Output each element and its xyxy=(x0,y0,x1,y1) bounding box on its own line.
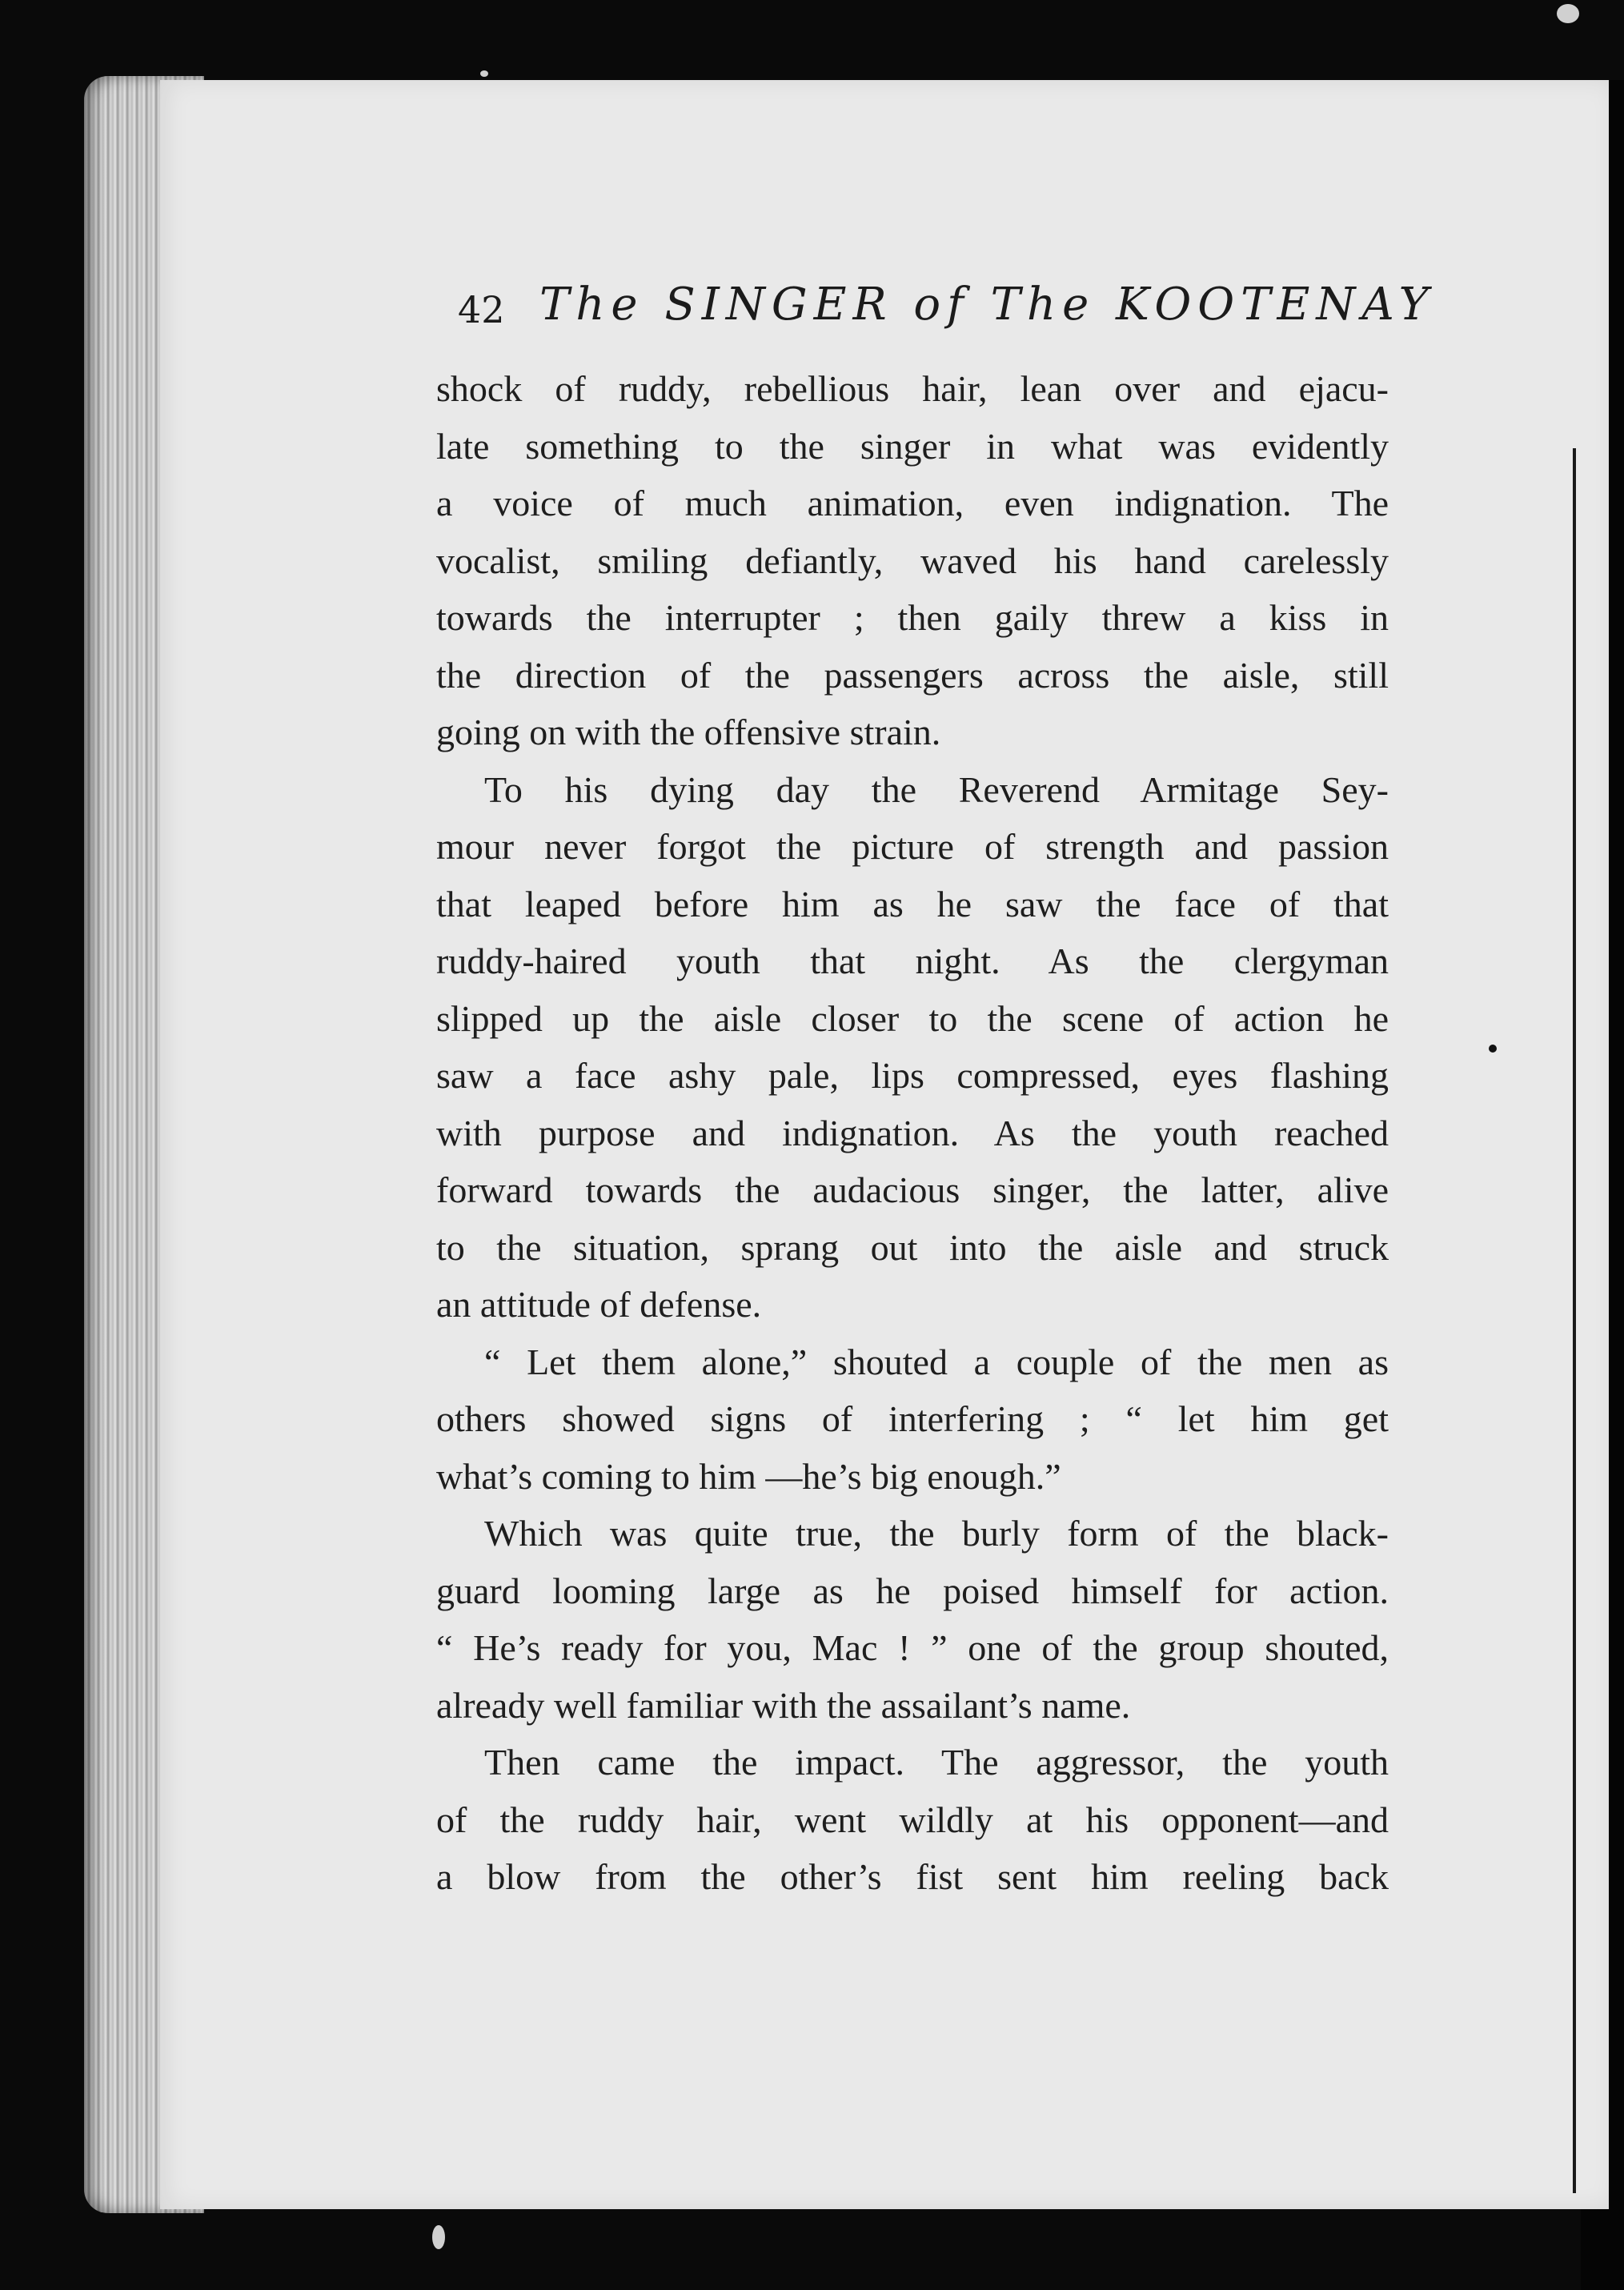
body-text xyxy=(436,360,1389,1906)
text-line: guard looming large as he poised himself for action. xyxy=(436,1570,1389,1611)
scan-speck xyxy=(432,2225,445,2249)
text-line: vocalist, smiling defiantly, waved his hand carelessly xyxy=(436,539,1389,581)
text-line: others showed signs of interfering ; “ let him get xyxy=(436,1398,1389,1439)
text-line: To his dying day the Reverend Armitage Sey- xyxy=(484,768,1389,810)
text-line: already well familiar with the assailant’s name. xyxy=(436,1684,1131,1726)
scan-speck xyxy=(480,70,488,77)
running-title: The SINGER of The KOOTENAY xyxy=(539,279,1435,331)
text-line: with purpose and indignation. As the youth reached xyxy=(436,1112,1389,1153)
text-line: of the ruddy hair, went wildly at his opponent—and xyxy=(436,1799,1389,1840)
text-line: saw a face ashy pale, lips compressed, eyes flashing xyxy=(436,1055,1389,1096)
text-line: ruddy-haired youth that night. As the clergyman xyxy=(436,940,1389,981)
text-line: going on with the offensive strain. xyxy=(436,712,941,752)
page-speck xyxy=(1489,1045,1497,1053)
text-line: that leaped before him as he saw the face of that xyxy=(436,883,1389,924)
text-line: a blow from the other’s fist sent him reeling back xyxy=(436,1856,1389,1897)
text-line: shock of ruddy, rebellious hair, lean over and ejacu- xyxy=(436,368,1389,409)
text-line: forward towards the audacious singer, the latter, alive xyxy=(436,1169,1389,1210)
text-line: Which was quite true, the burly form of the black- xyxy=(484,1513,1389,1554)
text-line: late something to the singer in what was evidently xyxy=(436,425,1389,467)
text-line: the direction of the passengers across the aisle, still xyxy=(436,654,1389,696)
text-line: slipped up the aisle closer to the scene of action he xyxy=(436,997,1389,1039)
text-line: an attitude of defense. xyxy=(436,1284,762,1325)
text-line: to the situation, sprang out into the aisle and struck xyxy=(436,1226,1389,1268)
facing-page-edge xyxy=(1573,448,1576,2193)
running-header xyxy=(458,279,1435,351)
text-line: Then came the impact. The aggressor, the youth xyxy=(484,1742,1389,1783)
text-line: “ Let them alone,” shouted a couple of the men as xyxy=(484,1341,1389,1382)
text-line: mour never forgot the picture of strength and passion xyxy=(436,826,1389,867)
text-line: “ He’s ready for you, Mac ! ” one of the group shouted, xyxy=(436,1627,1389,1668)
text-line: towards the interrupter ; then gaily threw a kiss in xyxy=(436,597,1389,638)
scan-speck xyxy=(1557,4,1579,23)
page-number: 42 xyxy=(458,288,505,331)
text-line: what’s coming to him —he’s big enough.” xyxy=(436,1455,1061,1497)
text-line: a voice of much animation, even indignation. The xyxy=(436,483,1389,523)
